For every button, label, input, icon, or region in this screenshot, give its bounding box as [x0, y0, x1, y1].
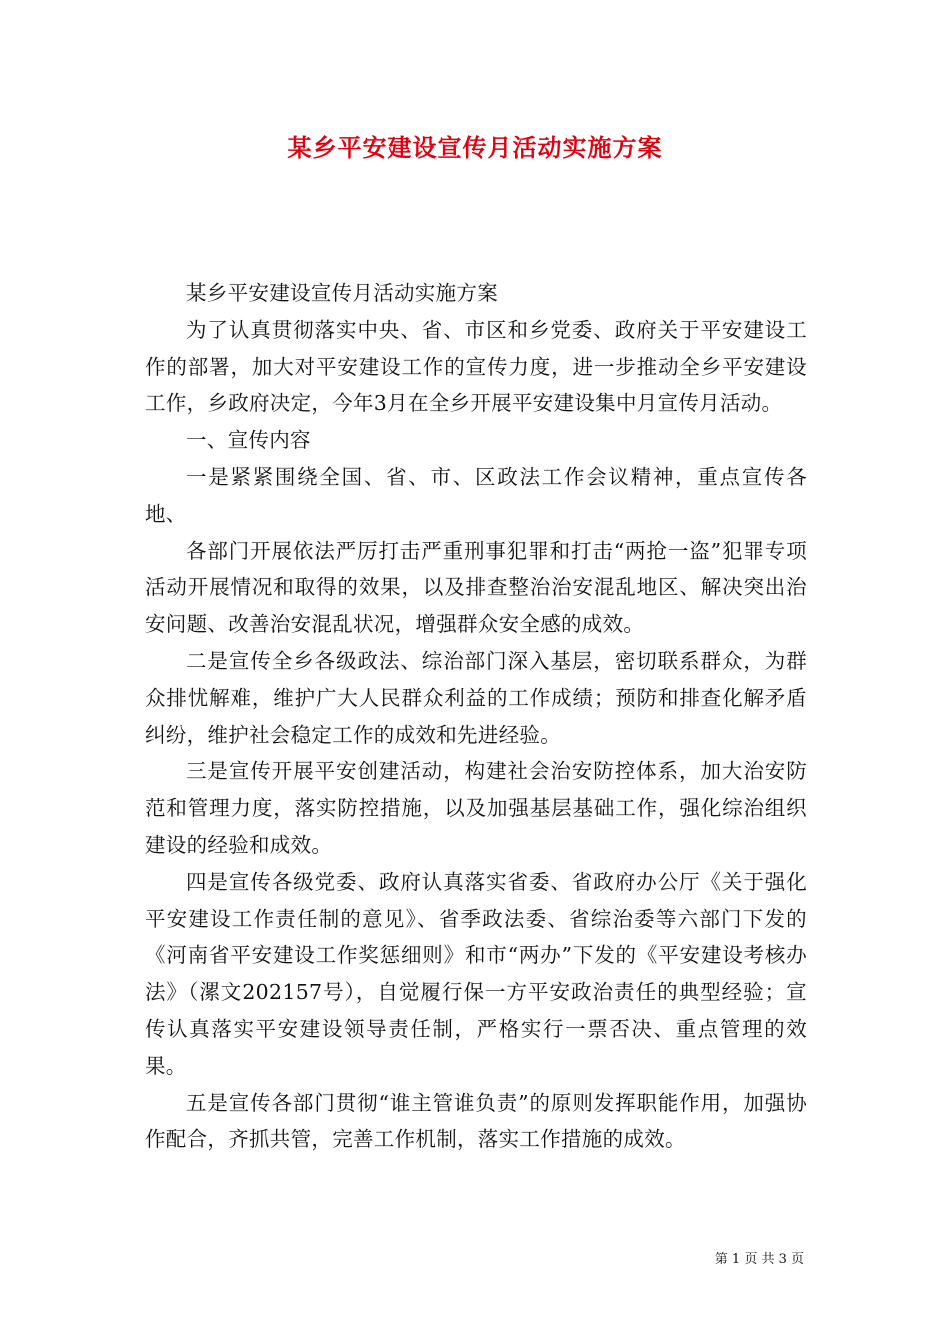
paragraph-item-2: 二是宣传全乡各级政法、综治部门深入基层，密切联系群众，为群众排忧解难，维护广大人民群众利益的工作成绩；预防和排查化解矛盾纠纷，维护社会稳定工作的成效和先进经验。 — [145, 648, 807, 747]
section-heading-content: 一、宣传内容 — [186, 428, 311, 453]
document-body — [145, 275, 807, 1158]
paragraph-item-5: 五是宣传各部门贯彻“谁主管谁负责”的原则发挥职能作用，加强协作配合，齐抓共管，完善工作机制，落实工作措施的成效。 — [145, 1090, 807, 1152]
paragraph-item-1-cont: 各部门开展依法严厉打击严重刑事犯罪和打击“两抢一盗”犯罪专项活动开展情况和取得的效果，以及排查整治治安混乱地区、解决突出治安问题、改善治安混乱状况，增强群众安全感的成效。 — [145, 538, 807, 637]
paragraph-item-4: 四是宣传各级党委、政府认真落实省委、省政府办公厅《关于强化平安建设工作责任制的意见》、省季政法委、省综治委等六部门下发的《河南省平安建设工作奖惩细则》和市“两办”下发的《平安建设考核办法》（漯文202157号），自觉履行保一方平安政治责任的典型经验；宣传认真落实平安建设领导责任制，严格实行一票否决、重点管理的效果。 — [145, 869, 807, 1078]
page-number-footer: 第 1 页 共 3 页 — [714, 1252, 804, 1267]
paragraph-intro: 为了认真贯彻落实中央、省、市区和乡党委、政府关于平安建设工作的部署，加大对平安建设工作的宣传力度，进一步推动全乡平安建设工作，乡政府决定，今年3月在全乡开展平安建设集中月宣传月活动。 — [145, 317, 807, 416]
paragraph-item-1: 一是紧紧围绕全国、省、市、区政法工作会议精神，重点宣传各地、 — [145, 464, 807, 526]
paragraph-heading-repeat: 某乡平安建设宣传月活动实施方案 — [186, 281, 498, 305]
document-title: 某乡平安建设宣传月活动实施方案 — [287, 133, 663, 162]
paragraph-item-3: 三是宣传开展平安创建活动，构建社会治安防控体系，加大治安防范和管理力度，落实防控措施，以及加强基层基础工作，强化综治组织建设的经验和成效。 — [145, 759, 807, 857]
